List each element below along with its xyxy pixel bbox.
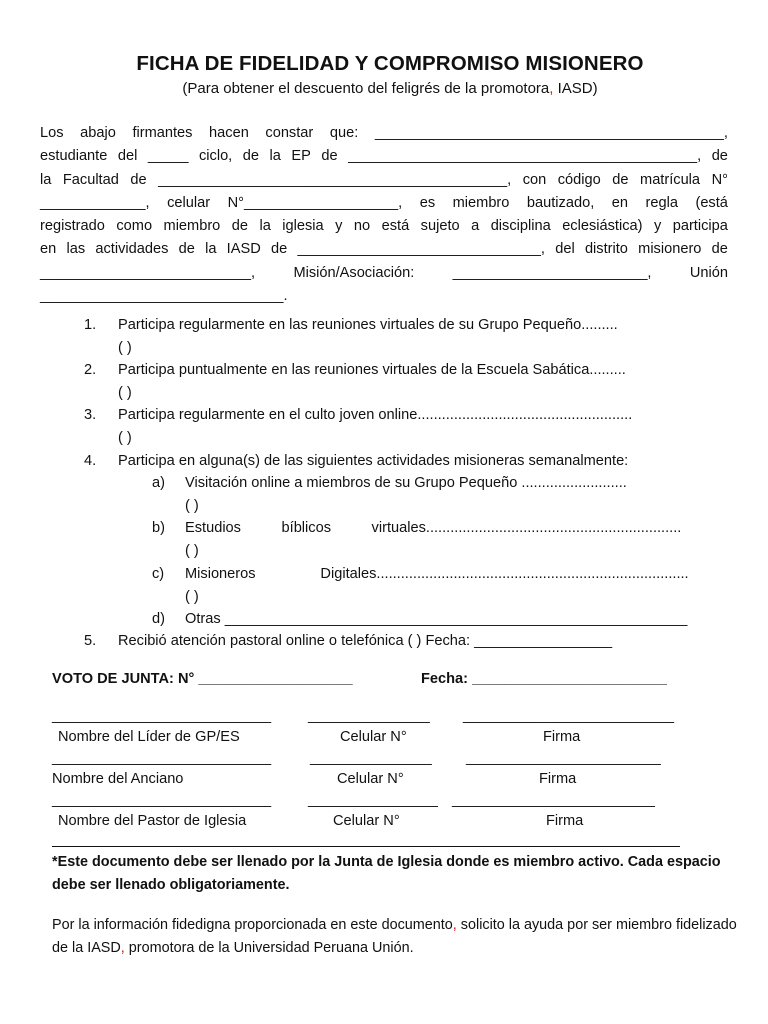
closing-text-1: Por la información fidedigna proporcionada en este documento <box>52 917 453 933</box>
intro-word: participa <box>672 218 728 235</box>
intro-word: la <box>205 241 217 258</box>
intro-line <box>40 285 728 308</box>
phone-signature-line[interactable]: ________________ <box>308 792 438 808</box>
intro-word: disciplina <box>490 218 551 235</box>
intro-word: de <box>711 241 728 258</box>
firma-signature-line[interactable]: ________________________ <box>466 750 661 766</box>
intro-word: misionero <box>638 241 702 258</box>
item-checkbox[interactable]: ( ) <box>118 385 132 401</box>
phone-signature-line[interactable]: _______________ <box>308 708 430 724</box>
intro-word: en <box>611 194 628 211</box>
intro-word: ciclo, <box>198 148 233 165</box>
intro-segment: Unión <box>689 264 728 281</box>
intro-word: no <box>353 218 371 235</box>
intro-word: del <box>117 148 138 165</box>
subitem-letter: c) <box>152 566 165 582</box>
intro-line <box>40 262 728 285</box>
intro-word: las <box>66 241 86 258</box>
firma-label: Firma <box>543 729 581 745</box>
item-number: 2. <box>84 362 97 378</box>
intro-word[interactable]: ______________________________, <box>297 241 545 258</box>
subitem-text: Estudios bíblicos virtuales............................................................... <box>185 520 682 536</box>
intro-word: está <box>381 218 410 235</box>
intro-word: con <box>522 171 547 188</box>
item-checkbox[interactable]: ( ) <box>118 340 132 356</box>
firma-signature-line[interactable]: _________________________ <box>452 792 655 808</box>
intro-word: de <box>130 171 147 188</box>
subitem-text[interactable]: Otras _________________________________________________________ <box>185 611 688 627</box>
intro-paragraph <box>40 122 728 308</box>
subitem-text: Misioneros Digitales............................................................................. <box>185 566 689 582</box>
intro-word: código <box>557 171 601 188</box>
intro-word[interactable]: ___________________________________________, <box>158 171 512 188</box>
intro-word: bautizado, <box>526 194 595 211</box>
intro-word: de <box>321 148 338 165</box>
intro-word[interactable]: _____________, <box>40 194 150 211</box>
intro-word: la <box>40 171 52 188</box>
intro-word[interactable]: ___________________________________________, <box>348 148 702 165</box>
name-label: Nombre del Pastor de Iglesia <box>58 813 247 829</box>
intro-word: de <box>711 148 728 165</box>
item-number: 4. <box>84 453 97 469</box>
document-title: FICHA DE FIDELIDAD Y COMPROMISO MISIONERO <box>136 52 644 75</box>
intro-word: miembro <box>163 218 221 235</box>
phone-signature-line[interactable]: _______________ <box>310 750 432 766</box>
intro-word: de <box>231 218 248 235</box>
firma-signature-line[interactable]: __________________________ <box>463 708 675 724</box>
intro-segment: abajo <box>80 125 116 141</box>
intro-word: estudiante <box>40 148 108 165</box>
intro-word: distrito <box>584 241 628 258</box>
subitem-checkbox[interactable]: ( ) <box>185 589 199 605</box>
intro-word: N° <box>711 171 728 188</box>
intro-word: la <box>269 148 281 165</box>
intro-word: del <box>555 241 575 258</box>
intro-word[interactable]: N°___________________, <box>227 194 403 211</box>
intro-segment[interactable]: ________________________, <box>452 264 652 281</box>
phone-label: Celular N° <box>333 813 400 829</box>
intro-line <box>40 192 728 215</box>
intro-segment: hacen <box>209 125 249 141</box>
intro-word: de <box>242 148 259 165</box>
intro-word: matrícula <box>640 171 701 188</box>
closing-red-comma-2: , <box>120 940 125 956</box>
intro-word: en <box>40 241 57 258</box>
intro-word: de <box>270 241 288 258</box>
signature-divider <box>52 846 680 847</box>
closing-text-2: solicito la ayuda por ser miembro fidelizado de la IASD <box>52 917 737 956</box>
intro-line <box>40 145 728 168</box>
intro-word: celular <box>167 194 211 211</box>
document-subtitle <box>0 80 768 97</box>
closing-red-comma-1: , <box>452 917 457 933</box>
closing-statement <box>52 914 742 960</box>
intro-segment: firmantes <box>132 125 193 141</box>
intro-line <box>40 122 728 145</box>
subitem-letter: d) <box>152 611 165 627</box>
intro-word: eclesiástica) <box>562 218 643 235</box>
voto-fecha-field[interactable]: Fecha: ________________________ <box>421 671 667 687</box>
intro-word[interactable]: ______________________________. <box>40 288 288 305</box>
subitem-checkbox[interactable]: ( ) <box>185 543 199 559</box>
subtitle-end: IASD) <box>553 80 598 97</box>
intro-segment: Los <box>40 125 64 141</box>
subitem-letter: b) <box>152 520 165 536</box>
intro-word: y <box>653 218 662 235</box>
name-signature-line[interactable]: ___________________________ <box>52 708 272 724</box>
intro-word: Facultad <box>62 171 119 188</box>
pastoral-attention-field[interactable]: Recibió atención pastoral online o telefónica ( ) Fecha: _________________ <box>118 633 613 649</box>
item-number: 1. <box>84 317 97 333</box>
intro-word: iglesia <box>282 218 324 235</box>
intro-word: regla <box>645 194 678 211</box>
intro-word: sujeto <box>420 218 460 235</box>
intro-word: registrado <box>40 218 105 235</box>
phone-label: Celular N° <box>337 771 404 787</box>
name-signature-line[interactable]: ___________________________ <box>52 750 272 766</box>
intro-segment: Misión/Asociación: <box>293 264 415 281</box>
intro-line <box>40 238 728 261</box>
item-number: 5. <box>84 633 97 649</box>
item-text: Participa en alguna(s) de las siguientes actividades misioneras semanalmente: <box>118 453 629 469</box>
intro-line <box>40 169 728 192</box>
name-label: Nombre del Líder de GP/ES <box>58 729 240 745</box>
intro-word: a <box>471 218 480 235</box>
name-label: Nombre del Anciano <box>52 771 184 787</box>
subitem-letter: a) <box>152 475 165 491</box>
intro-word: de <box>178 241 195 258</box>
closing-text-3: promotora de la Universidad Peruana Unión. <box>124 940 414 956</box>
item-text: Participa puntualmente en las reuniones virtuales de la Escuela Sabática......... <box>118 362 626 378</box>
voto-junta-label[interactable]: VOTO DE JUNTA: N° ___________________ <box>52 671 353 687</box>
intro-line <box>40 215 728 238</box>
intro-word: es <box>419 194 436 211</box>
intro-word[interactable]: _____ <box>147 148 189 165</box>
name-signature-line[interactable]: ___________________________ <box>52 792 272 808</box>
intro-word: EP <box>291 148 311 165</box>
subitem-checkbox[interactable]: ( ) <box>185 498 199 514</box>
intro-segment[interactable]: __________________________, <box>40 264 256 281</box>
subtitle-text: (Para obtener el descuento del feligrés de la promotora <box>182 80 550 97</box>
intro-word: miembro <box>452 194 510 211</box>
subitem-text: Visitación online a miembros de su Grupo Pequeño .......................... <box>185 475 627 491</box>
intro-segment: que: <box>329 125 359 141</box>
intro-word: y <box>335 218 343 235</box>
item-text: Participa regularmente en el culto joven online..................................................... <box>118 407 633 423</box>
intro-word: (está <box>695 194 728 211</box>
subtitle-red-comma: , <box>549 80 554 97</box>
intro-segment[interactable]: ___________________________________________, <box>374 125 728 141</box>
item-text: Participa regularmente en las reuniones virtuales de su Grupo Pequeño......... <box>118 317 618 333</box>
firma-label: Firma <box>546 813 584 829</box>
intro-word: la <box>259 218 271 235</box>
mandatory-note: *Este documento debe ser llenado por la Junta de Iglesia donde es miembro activo. Cada espacio debe ser llenado obligatoriamente. <box>52 854 721 893</box>
phone-label: Celular N° <box>340 729 407 745</box>
item-checkbox[interactable]: ( ) <box>118 430 132 446</box>
intro-segment: constar <box>265 125 314 141</box>
intro-word: como <box>116 218 153 235</box>
intro-word: IASD <box>226 241 261 258</box>
intro-word: actividades <box>95 241 169 258</box>
item-number: 3. <box>84 407 97 423</box>
firma-label: Firma <box>539 771 577 787</box>
intro-word: de <box>612 171 629 188</box>
